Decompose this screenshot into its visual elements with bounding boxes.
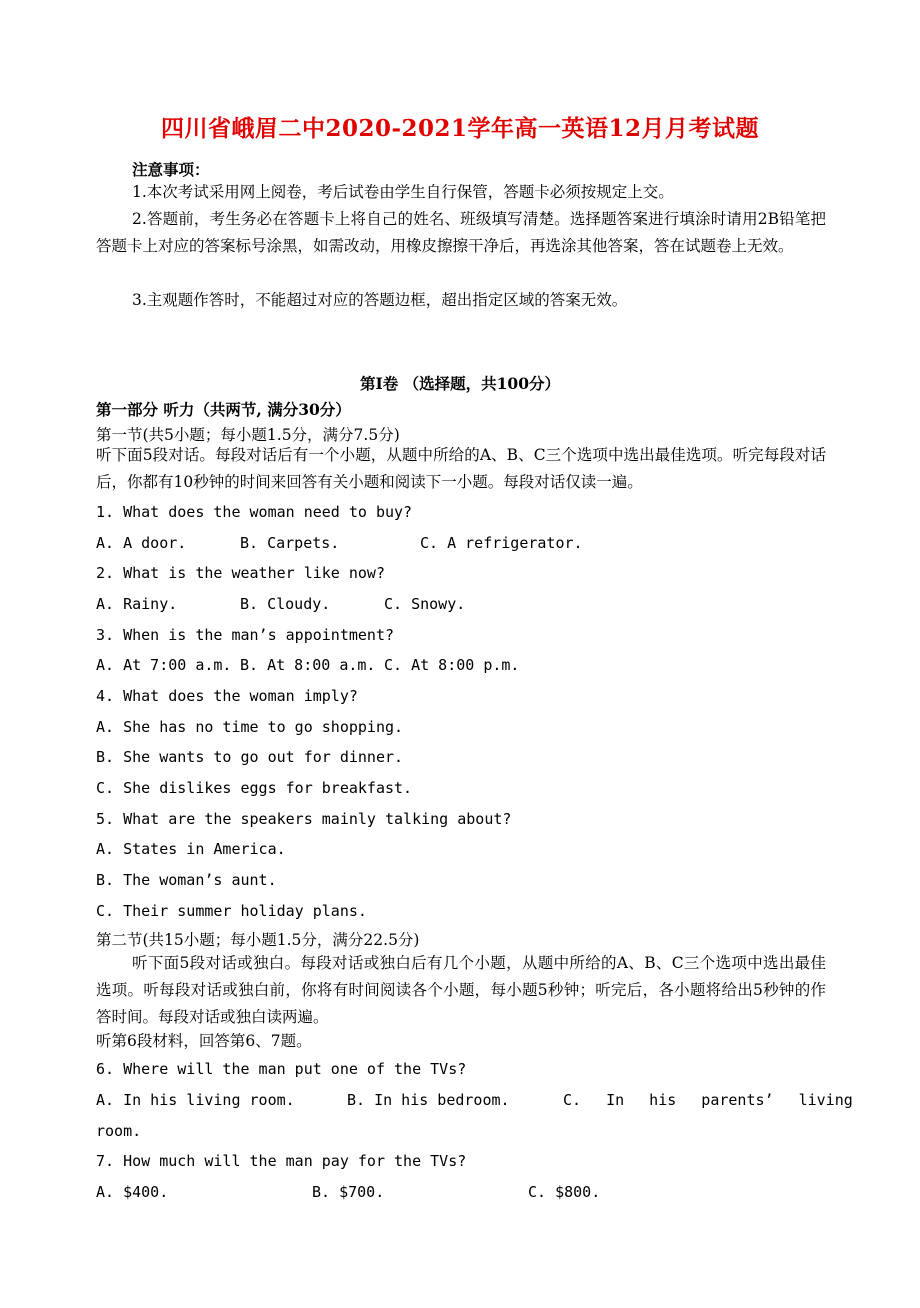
q2-option-c: C. Snowy. — [384, 595, 466, 613]
notice-item-1: 1.本次考试采用网上阅卷，考后试卷由学生自行保管，答题卡必须按规定上交。 — [132, 183, 674, 201]
q7-option-a: A. $400. — [96, 1183, 169, 1201]
q3-option-b: B. At 8:00 a.m. — [240, 656, 376, 674]
notice-item-3: 3.主观题作答时，不能超过对应的答题边框，超出指定区域的答案无效。 — [132, 291, 628, 309]
part1-heading: 第一部分 听力（共两节, 满分30分） — [96, 400, 351, 419]
q3-option-c: C. At 8:00 p.m. — [384, 656, 520, 674]
q5-option-b: B. The woman’s aunt. — [96, 871, 277, 889]
question-5-stem: 5. What are the speakers mainly talking about? — [96, 810, 512, 828]
question-3-stem: 3. When is the man’s appointment? — [96, 626, 395, 644]
q7-option-b: B. $700. — [312, 1183, 385, 1201]
section2-instruction: 听下面5段对话或独白。每段对话或独白后有几个小题，从题中所给的A、B、C三个选项中选出最佳选项。听每段对话或独白前，你将有时间阅读各个小题，每小题5秒钟；听完后，各小题将给出5秒钟的作答时间。每段对话或独白读两遍。 — [96, 954, 826, 1026]
question-1-stem: 1. What does the woman need to buy? — [96, 503, 413, 521]
section1-heading: 第一节(共5小题；每小题1.5分，满分7.5分) — [96, 426, 400, 444]
q7-option-c: C. $800. — [528, 1183, 601, 1201]
section1-instruction: 听下面5段对话。每段对话后有一个小题，从题中所给的A、B、C三个选项中选出最佳选项。听完每段对话后，你都有10秒钟的时间来回答有关小题和阅读下一小题。每段对话仅读一遍。 — [96, 446, 826, 491]
q2-option-b: B. Cloudy. — [240, 595, 331, 613]
q1-option-b: B. Carpets. — [240, 534, 340, 552]
question-7-stem: 7. How much will the man pay for the TVs? — [96, 1152, 467, 1170]
q4-option-b: B. She wants to go out for dinner. — [96, 748, 404, 766]
question-2-stem: 2. What is the weather like now? — [96, 564, 385, 582]
section2-heading: 第二节(共15小题；每小题1.5分，满分22.5分) — [96, 931, 420, 949]
q3-option-a: A. At 7:00 a.m. — [96, 656, 232, 674]
q5-option-a: A. States in America. — [96, 840, 286, 858]
question-4-stem: 4. What does the woman imply? — [96, 687, 358, 705]
notice-heading: 注意事项： — [132, 160, 210, 179]
q6-option-b: B. In his bedroom. — [347, 1091, 510, 1109]
q4-option-a: A. She has no time to go shopping. — [96, 718, 404, 736]
volume-heading: 第Ⅰ卷 （选择题，共100分） — [359, 374, 560, 393]
q6-option-c-continued: room. — [96, 1122, 142, 1140]
q1-option-a: A. A door. — [96, 534, 187, 552]
q6-option-c: C. In his parents’ living — [563, 1091, 853, 1109]
q1-option-c: C. A refrigerator. — [420, 534, 583, 552]
exam-title: 四川省峨眉二中2020-2021学年高一英语12月月考试题 — [160, 115, 760, 142]
question-6-stem: 6. Where will the man put one of the TVs? — [96, 1060, 467, 1078]
q6-option-a: A. In his living room. — [96, 1091, 295, 1109]
q5-option-c: C. Their summer holiday plans. — [96, 902, 367, 920]
q2-option-a: A. Rainy. — [96, 595, 178, 613]
q4-option-c: C. She dislikes eggs for breakfast. — [96, 779, 413, 797]
material-6-heading: 听第6段材料，回答第6、7题。 — [96, 1032, 312, 1050]
notice-item-2: 2.答题前，考生务必在答题卡上将自己的姓名、班级填写清楚。选择题答案进行填涂时请用2B铅笔把答题卡上对应的答案标号涂黑，如需改动，用橡皮擦擦干净后，再选涂其他答案，答在试题卷上无效。 — [96, 210, 826, 255]
